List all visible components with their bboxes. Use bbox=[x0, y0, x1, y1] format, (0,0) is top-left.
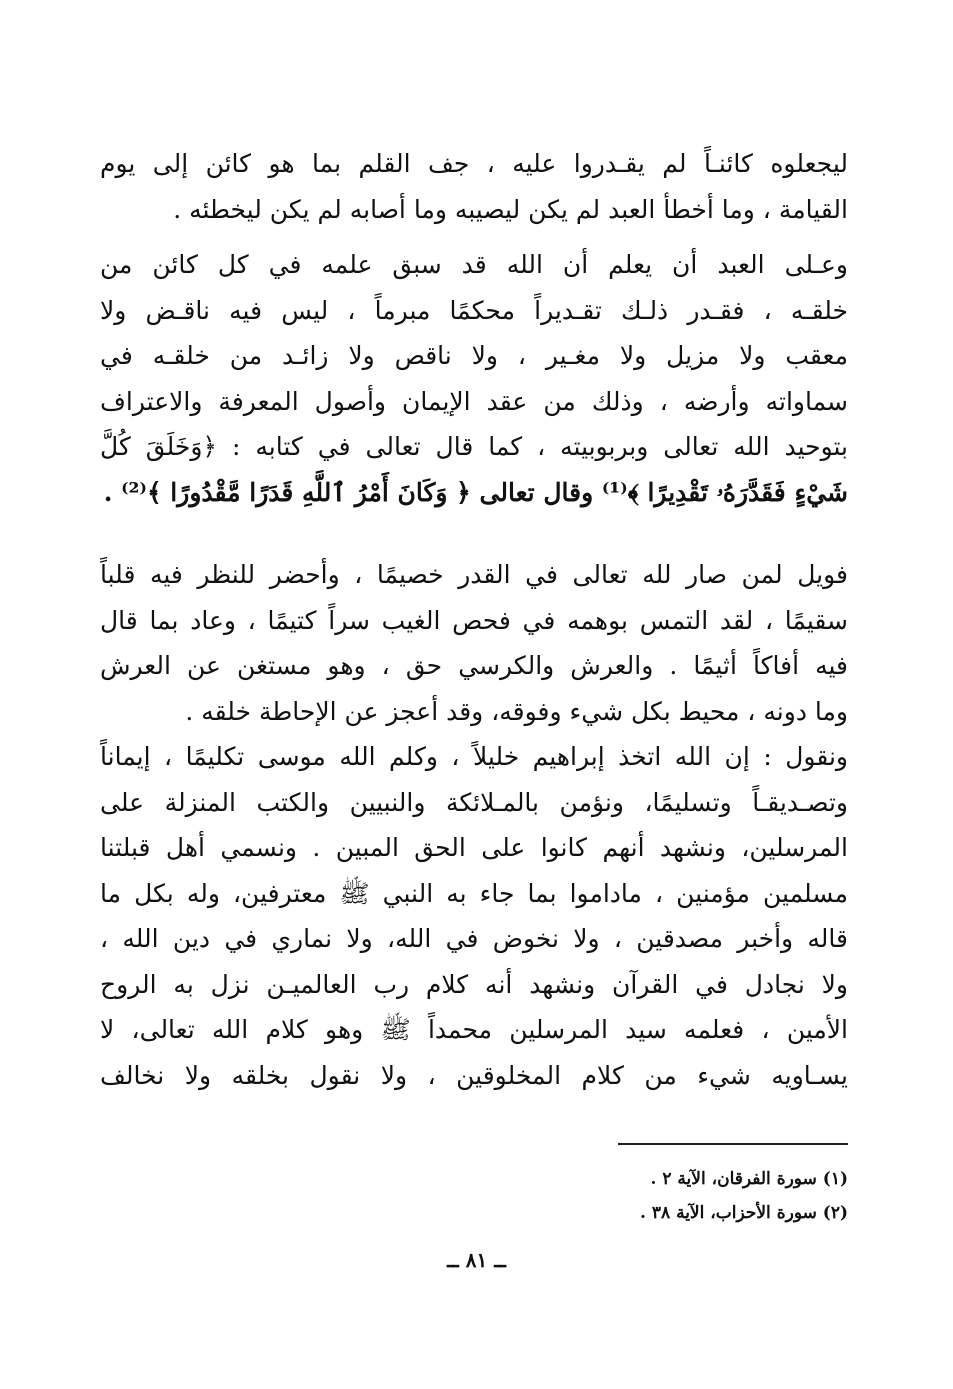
footnote-1: (١) سورة الفرقان، الآية ٢ . bbox=[650, 1169, 848, 1189]
text-line: المرسلين، ونشهد أنهم كانوا على الحق المبين . ونسمي أهل قبلتنا bbox=[100, 833, 848, 862]
text-line: وما دونه ، محيط بكل شيء وفوقه، وقد أعجز عن الإحاطة خلقه . bbox=[185, 696, 848, 726]
text-line: فويل لمن صار لله تعالى في القدر خصيمًا ، وأحضر للنظر فيه قلباً bbox=[100, 560, 848, 589]
paragraph-2 bbox=[100, 242, 848, 515]
text-line: خلقـه ، فقـدر ذلـك تقـديراً محكمًا مبرماً ، ليس فيه ناقـض ولا bbox=[100, 295, 848, 325]
text-line: الأمين ، فعلمه سيد المرسلين محمداً ﷺ وهو كلام الله تعالى، لا bbox=[100, 1015, 848, 1044]
text-line: معقب ولا مزيل ولا مغـير ، ولا ناقص ولا زائـد من خلقـه في bbox=[100, 341, 848, 370]
text-line: يسـاويه شيء من كلام المخلوقين ، ولا نقول بخلقه ولا نخالف bbox=[100, 1060, 848, 1090]
text-line: مسلمين مؤمنين ، ماداموا بما جاء به النبي ﷺ معترفين، وله بكل ما bbox=[100, 878, 848, 908]
text-line: ليجعلوه كائنـاً لم يقـدروا عليه ، جف القلم بما هو كائن إلى يوم bbox=[100, 149, 848, 178]
paragraph-1 bbox=[100, 141, 848, 232]
text-line: بتوحيد الله تعالى وبربوبيته ، كما قال تعالى في كتابه : ﴿وَخَلَقَ كُلَّ bbox=[100, 432, 848, 461]
page-number: ــ ٨١ ــ bbox=[447, 1248, 506, 1272]
text-line: فيه أفاكاً أثيمًا . والعرش والكرسي حق ، وهو مستغن عن العرش bbox=[100, 651, 848, 680]
text-line: قاله وأخبر مصدقين ، ولا نخوض في الله، ولا نماري في دين الله ، bbox=[100, 924, 848, 953]
text-line: وعـلى العبد أن يعلم أن الله قد سبق علمه في كل كائن من bbox=[100, 250, 848, 279]
footnote-separator bbox=[618, 1143, 848, 1145]
text-line: ونقول : إن الله اتخذ إبراهيم خليلاً ، وكلم الله موسى تكليمًا ، إيماناً bbox=[100, 742, 848, 771]
text-line: ولا نجادل في القرآن ونشهد أنه كلام رب العالميـن نزل به الروح bbox=[100, 969, 848, 999]
text-line: القيامة ، وما أخطأ العبد لم يكن ليصيبه وما أصابه لم يكن ليخطئه . bbox=[173, 194, 848, 224]
paragraph-3 bbox=[100, 552, 848, 1098]
text-line: سقيمًا ، لقد التمس بوهمه في فحص الغيب سراً كتيمًا ، وعاد بما قال bbox=[100, 605, 848, 635]
footnotes bbox=[500, 1162, 848, 1230]
text-line: سماواته وأرضه ، وذلك من عقد الإيمان وأصول المعرفة والاعتراف bbox=[100, 386, 848, 416]
text-line: شَيْءٍ فَقَدَّرَهُۥ تَقْدِيرًا ﴾⁽¹⁾ وقال تعالى ﴿ وَكَانَ أَمْرُ ٱللَّهِ قَدَرًا مَّقْدُورًا ﴾⁽²⁾ . bbox=[103, 477, 848, 507]
footnote-2: (٢) سورة الأحزاب، الآية ٣٨ . bbox=[640, 1203, 848, 1223]
text-line: وتصـديقـاً وتسليمًا، ونؤمن بالمـلائكة والنبيين والكتب المنزلة على bbox=[100, 787, 848, 817]
